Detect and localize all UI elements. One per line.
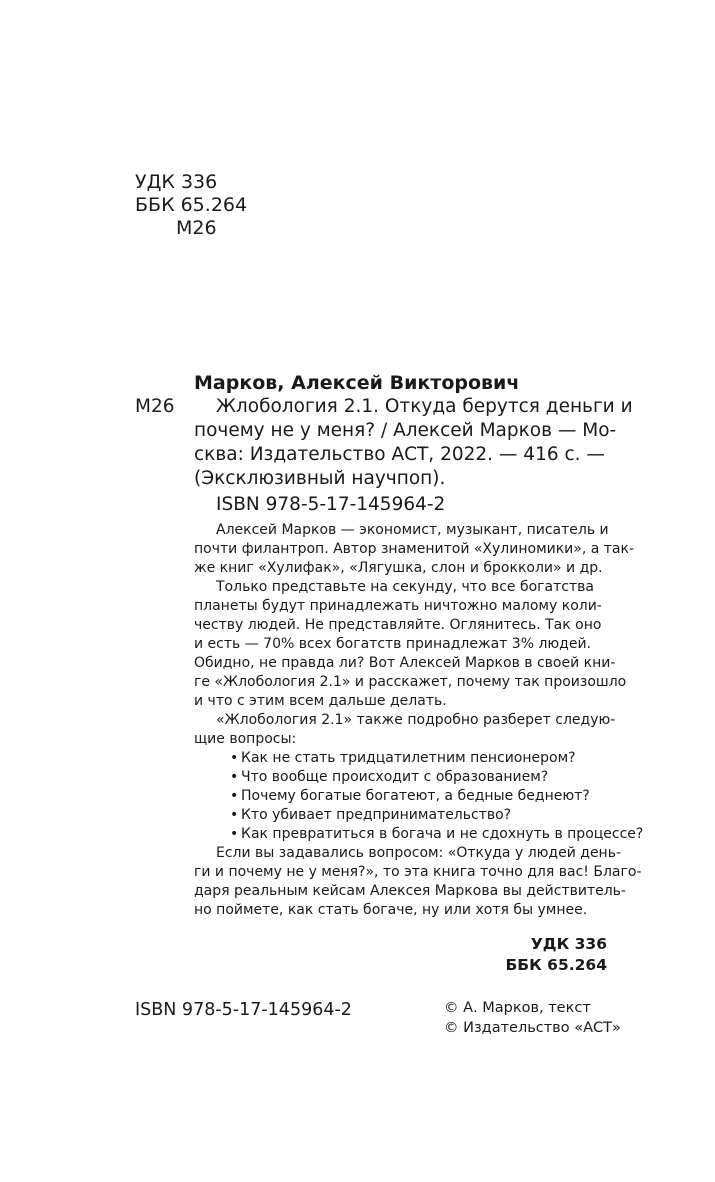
bbk-code-top: ББК 65.264 [135,194,248,216]
annotation-line: Обидно, не правда ли? Вот Алексей Марков в своей кни- [194,655,616,671]
annotation-line: ги и почему не у меня?», то эта книга точно для вас! Благо- [194,864,642,880]
annotation-line: Если вы задавались вопросом: «Откуда у людей день- [216,845,622,861]
margin-author-sign: М26 [135,396,175,417]
annotation-line: но поймете, как стать богаче, ну или хотя бы умнее. [194,902,588,918]
isbn-record: ISBN 978-5-17-145964-2 [216,494,446,515]
annotation-line: щие вопросы: [194,731,297,747]
question-bullet: • Что вообще происходит с образованием? [241,769,548,785]
author-heading: Марков, Алексей Викторович [194,372,520,394]
author-sign-top: М26 [176,217,217,239]
annotation-line: даря реальным кейсам Алексея Маркова вы действитель- [194,883,626,899]
bbk-code-bottom: ББК 65.264 [505,956,607,974]
question-bullet: • Почему богатые богатеют, а бедные беднеют? [241,788,590,804]
annotation-line: планеты будут принадлежать ничтожно малому коли- [194,598,602,614]
bib-line: сква: Издательство АСТ, 2022. — 416 с. — [194,444,605,465]
question-bullet: • Кто убивает предпринимательство? [241,807,511,823]
annotation-line: и что с этим всем дальше делать. [194,693,447,709]
question-bullet: • Как не стать тридцатилетним пенсионером? [241,750,576,766]
bib-line: Жлобология 2.1. Откуда берутся деньги и [216,396,633,417]
copyright-publisher: © Издательство «АСТ» [444,1020,621,1036]
annotation-line: «Жлобология 2.1» также подробно разберет следую- [216,712,616,728]
annotation-line: и есть — 70% всех богатств принадлежат 3% людей. [194,636,592,652]
annotation-line: почти филантроп. Автор знаменитой «Хулиномики», а так- [194,541,635,557]
annotation-line: Только представьте на секунду, что все богатства [216,579,594,595]
bib-line: почему не у меня? / Алексей Марков — Мо- [194,420,617,441]
annotation-line: же книг «Хулифак», «Лягушка, слон и брокколи» и др. [194,560,603,576]
udk-code-bottom: УДК 336 [530,935,607,953]
question-bullet: • Как превратиться в богача и не сдохнуть в процессе? [241,826,643,842]
annotation-line: честву людей. Не представляйте. Оглянитесь. Так оно [194,617,602,633]
udk-code-top: УДК 336 [135,171,218,193]
copyright-author: © А. Марков, текст [444,1000,591,1016]
isbn-footer: ISBN 978-5-17-145964-2 [135,1000,352,1020]
annotation-line: ге «Жлобология 2.1» и расскажет, почему так произошло [194,674,627,690]
annotation-line: Алексей Марков — экономист, музыкант, писатель и [216,522,609,538]
bib-line: (Эксклюзивный научпоп). [194,468,446,489]
